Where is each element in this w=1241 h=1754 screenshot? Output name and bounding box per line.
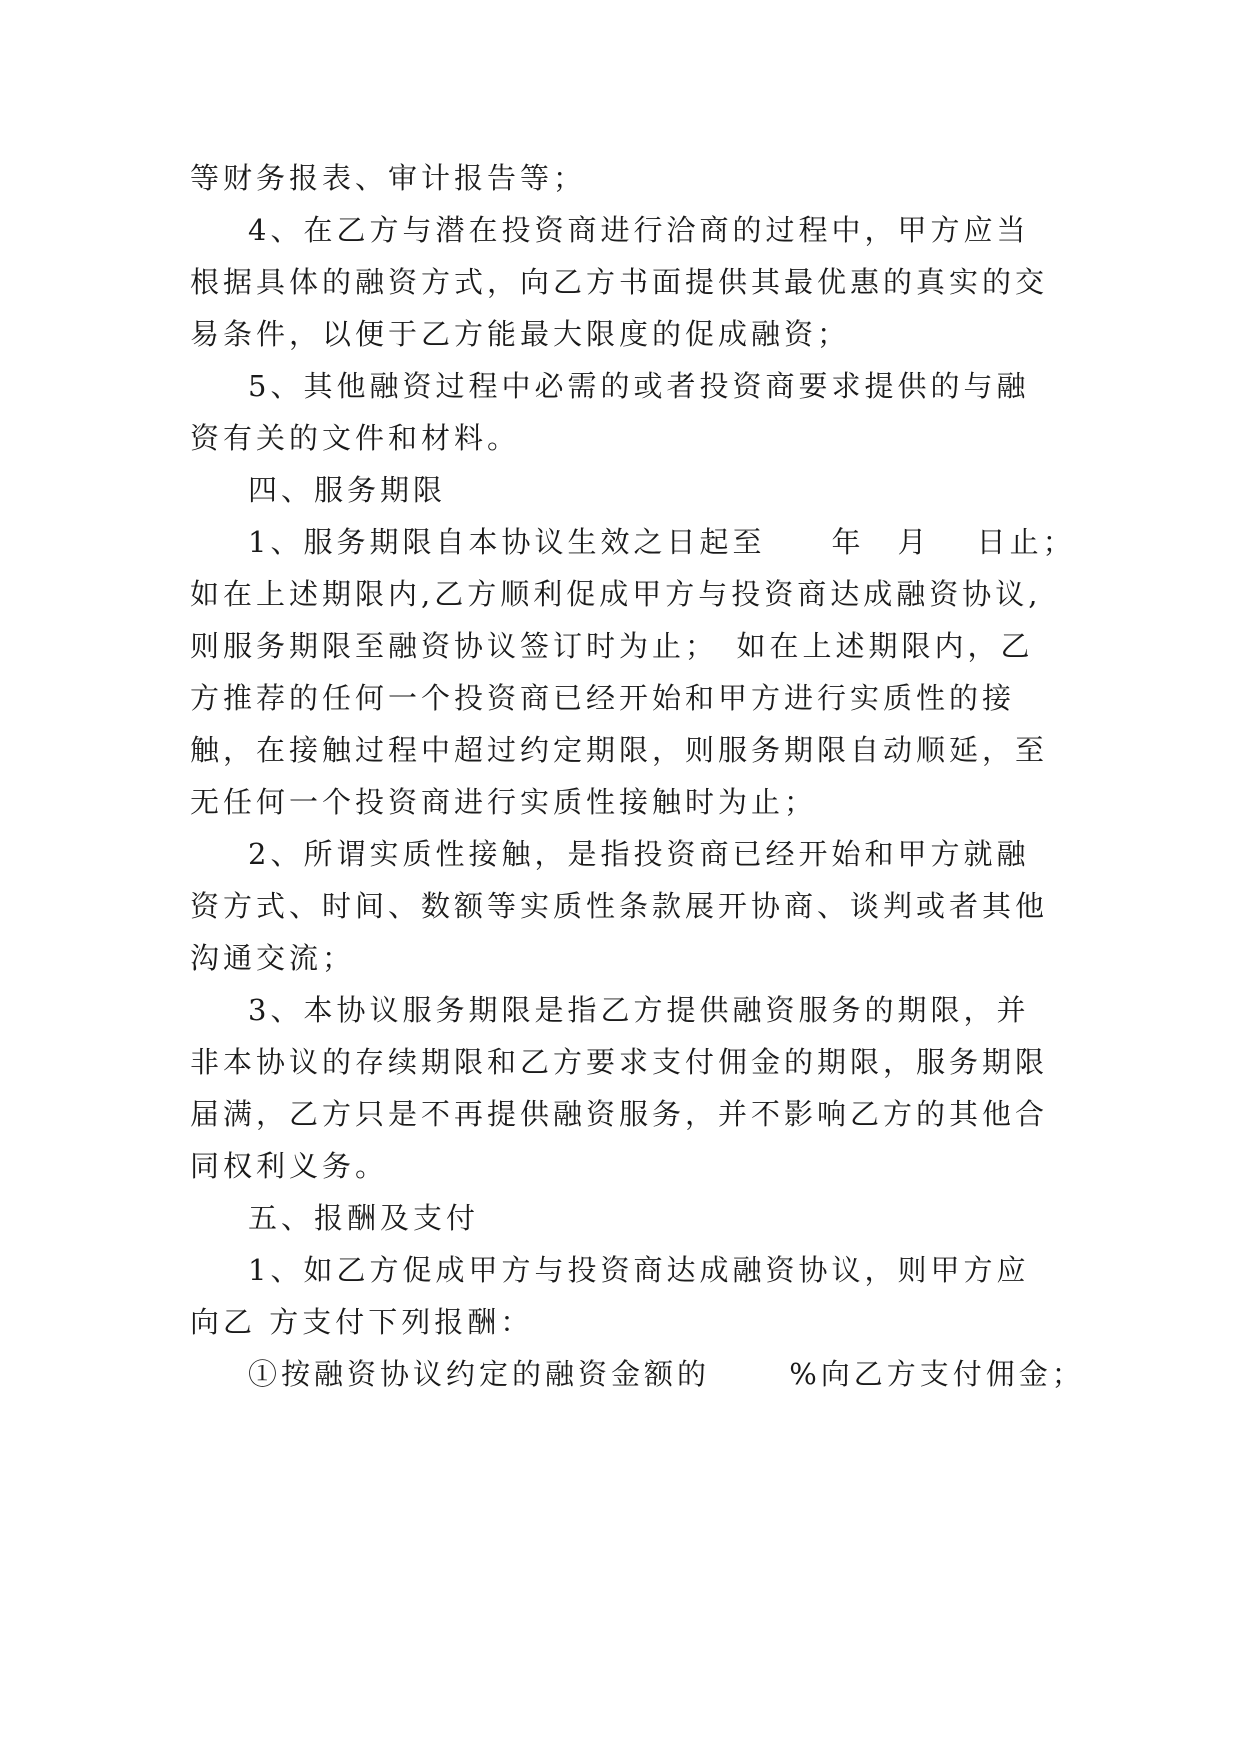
text-line: 4、在乙方与潜在投资商进行洽商的过程中，甲方应当	[248, 213, 1030, 247]
text-line: 资方式、时间、数额等实质性条款展开协商、谈判或者其他	[190, 889, 1049, 923]
text-line: 根据具体的融资方式，向乙方书面提供其最优惠的真实的交	[190, 265, 1049, 299]
text-line: 无任何一个投资商进行实质性接触时为止；	[190, 785, 818, 819]
text-line: 1、如乙方促成甲方与投资商达成融资协议，则甲方应	[248, 1253, 1030, 1287]
text-line: 2、所谓实质性接触，是指投资商已经开始和甲方就融	[248, 837, 1030, 871]
text-line: ①按融资协议约定的融资金额的 %向乙方支付佣金；	[248, 1357, 1085, 1391]
text-line: 触，在接触过程中超过约定期限，则服务期限自动顺延，至	[190, 733, 1049, 767]
text-line: 如在上述期限内,乙方顺利促成甲方与投资商达成融资协议,	[190, 577, 1042, 611]
text-line: 向乙 方支付下列报酬：	[190, 1305, 534, 1339]
text-line: 资有关的文件和材料。	[190, 421, 521, 455]
text-line: 等财务报表、审计报告等；	[190, 161, 587, 195]
text-line: 1、服务期限自本协议生效之日起至 年 月 日止；	[248, 525, 1076, 559]
section-heading: 五、报酬及支付	[248, 1201, 480, 1235]
text-line: 届满，乙方只是不再提供融资服务，并不影响乙方的其他合	[190, 1097, 1049, 1131]
text-line: 非本协议的存续期限和乙方要求支付佣金的期限，服务期限	[190, 1045, 1049, 1079]
text-line: 5、其他融资过程中必需的或者投资商要求提供的与融	[248, 369, 1030, 403]
text-line: 易条件，以便于乙方能最大限度的促成融资；	[190, 317, 851, 351]
section-heading: 四、服务期限	[248, 473, 447, 507]
text-line: 同权利义务。	[190, 1149, 389, 1183]
text-line: 沟通交流；	[190, 941, 356, 975]
text-line: 方推荐的任何一个投资商已经开始和甲方进行实质性的接	[190, 681, 1016, 715]
text-line: 3、本协议服务期限是指乙方提供融资服务的期限，并	[248, 993, 1030, 1027]
text-line: 则服务期限至融资协议签订时为止； 如在上述期限内，乙	[190, 629, 1034, 663]
